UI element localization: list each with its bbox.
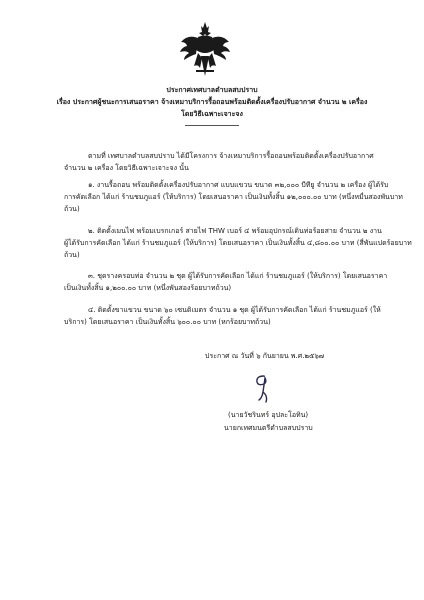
subject-line-2: โดยวิธีเฉพาะเจาะจง bbox=[181, 110, 243, 118]
item-2-line-3: ถ้วน) bbox=[64, 251, 80, 259]
garuda-emblem-icon bbox=[178, 20, 232, 78]
item-4-line-2: บริการ) โดยเสนอราคา เป็นเงินทั้งสิ้น ๖๐๐.๐๐ บาท (หกร้อยบาทถ้วน) bbox=[64, 318, 271, 326]
signatory-title: นายกเทศมนตรีตำบลสบปราบ bbox=[224, 424, 313, 432]
signature-mark bbox=[250, 372, 274, 408]
item-1-line-1: ๑. งานรื้อถอน พร้อมติดตั้งเครื่องปรับอากาศ แบบแขวน ขนาด ๓๒,๐๐๐ บีทียู จำนวน ๒ เครื่อง ผู้ได้รับ bbox=[88, 181, 389, 189]
divider bbox=[185, 125, 239, 126]
item-1-line-2: การคัดเลือก ได้แก่ ร้านชมภูแอร์ (ให้บริการ) โดยเสนอราคา เป็นเงินทั้งสิ้น ๑๒,๐๐๐.๐๐ บาท (หนึ่งหมื่นสองพันบาท bbox=[64, 193, 403, 201]
item-2-line-2: ผู้ได้รับการคัดเลือก ได้แก่ ร้านชมภูแอร์ (ให้บริการ) โดยเสนอราคา เป็นเงินทั้งสิ้น ๔,๘๐๐.๐๐ บาท (สี่พันแปดร้อยบาท bbox=[64, 239, 412, 247]
item-4-line-1: ๔. ติดตั้งขาแขวน ขนาด ๖๐ เซนติเมตร จำนวน ๑ ชุด ผู้ได้รับการคัดเลือก ได้แก่ ร้านชมภูแอร์ (ให้ bbox=[88, 306, 381, 314]
item-3-line-1: ๓. ชุดรางครอบท่อ จำนวน ๒ ชุด ผู้ได้รับการคัดเลือก ได้แก่ ร้านชมภูแอร์ (ให้บริการ) โดยเสนอราคา bbox=[88, 272, 388, 280]
item-3-line-2: เป็นเงินทั้งสิ้น ๑,๒๐๐.๐๐ บาท (หนึ่งพันสองร้อยบาทถ้วน) bbox=[64, 284, 232, 292]
item-1-line-3: ถ้วน) bbox=[64, 205, 80, 213]
issuer-heading: ประกาศเทศบาลตำบลสบปราบ bbox=[166, 86, 258, 94]
announce-date: ประกาศ ณ วันที่ ๖ กันยายน พ.ศ.๒๕๖๗ bbox=[205, 352, 325, 360]
item-2-line-1: ๒. ติดตั้งเมนไฟ พร้อมเบรกเกอร์ สายไฟ THW เบอร์ ๔ พร้อมอุปกรณ์เดินท่อร้อยสาย จำนวน ๒ งาน bbox=[88, 227, 382, 235]
signatory-name: (นายวัชรินทร์ อุปละโอทิน) bbox=[228, 411, 309, 419]
intro-line-2: จำนวน ๒ เครื่อง โดยวิธีเฉพาะเจาะจง นั้น bbox=[64, 164, 189, 172]
subject-line-1: เรื่อง ประกาศผู้ชนะการเสนอราคา จ้างเหมาบริการรื้อถอนพร้อมติดตั้งเครื่องปรับอากาศ จำนวน ๒ เครื่อง bbox=[56, 98, 368, 106]
intro-line-1: ตามที่ เทศบาลตำบลสบปราบ ได้มีโครงการ จ้างเหมาบริการรื้อถอนพร้อมติดตั้งเครื่องปรับอากาศ bbox=[88, 152, 374, 160]
